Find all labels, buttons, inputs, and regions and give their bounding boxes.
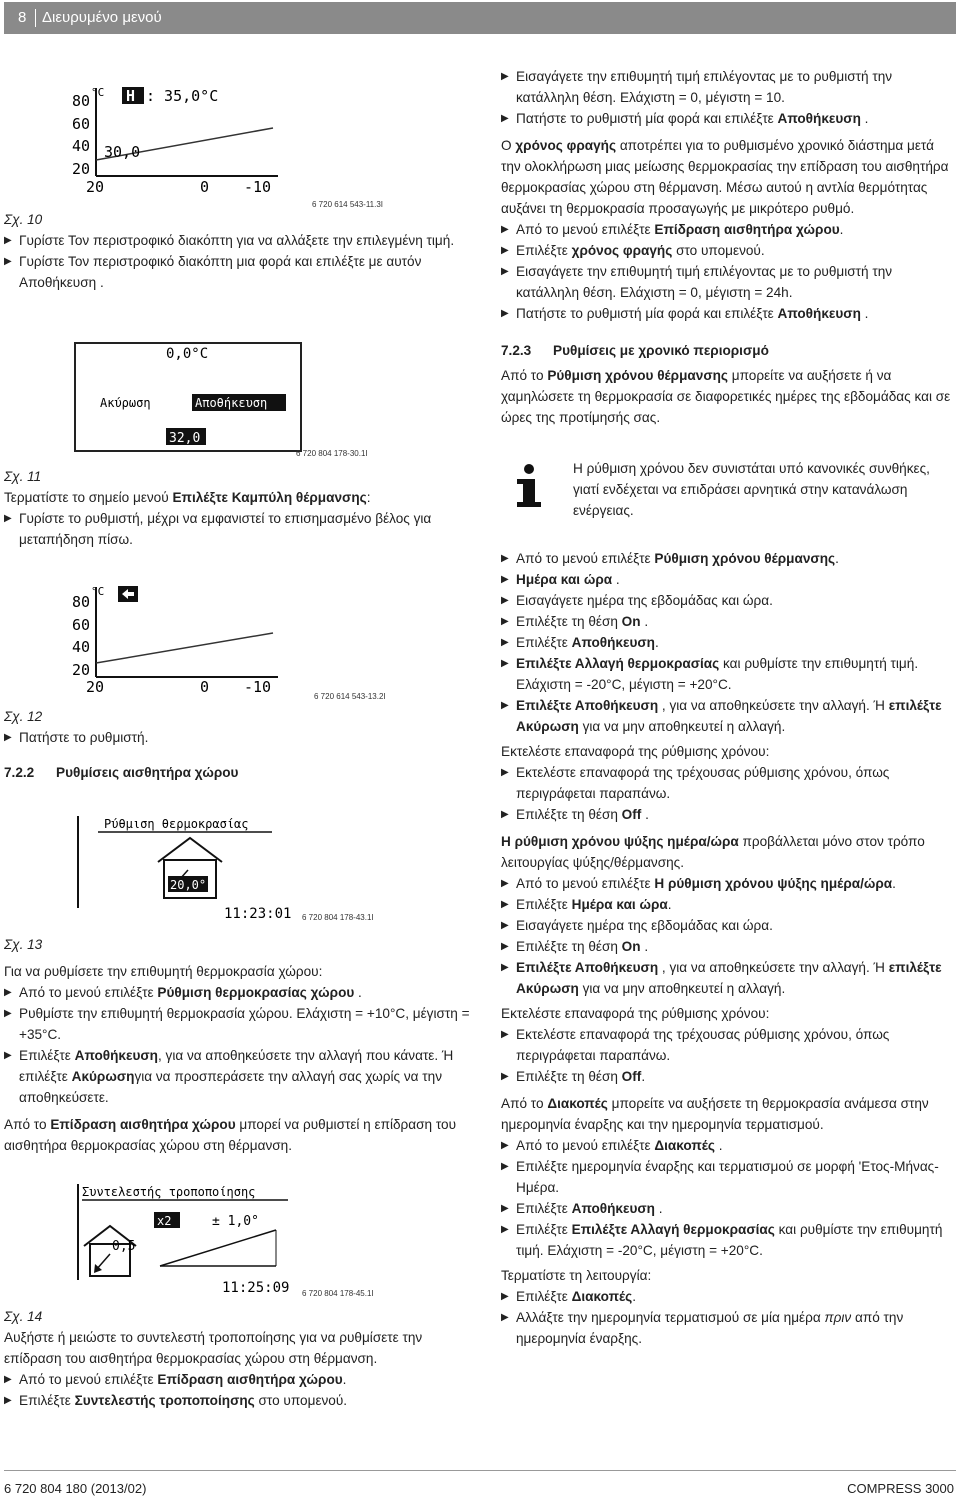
arrow-bullet-icon: ▶ [501, 266, 509, 277]
paragraph: Ο χρόνος φραγής αποτρέπει για το ρυθμισμένο χρονικό διάστημα μετά την ολοκλήρωση μιας μείωσης θερμοκρασίας την επίδραση του αισθητήρα θερμοκρασίας χώρου στη θέρμανση. Μέσω αυτού η αντλία θερμότητας αυξάνει τη θερμοκρασία προσαγωγής με μικρότερο ρυθμό. [501, 138, 949, 216]
fig10-curve-value: 30,0 [104, 143, 141, 161]
page-footer [0, 1470, 960, 1500]
fig12-ytick-20: 20 [72, 661, 91, 679]
fig12-xtick-0: 0 [200, 678, 210, 695]
list-item: ▶ Επιλέξτε Ημέρα και ώρα. [501, 894, 956, 915]
arrow-bullet-icon: ▶ [4, 987, 12, 998]
list-item: ▶ Επιλέξτε Αποθήκευση. [501, 632, 956, 653]
list-item: ▶ Γυρίστε το ρυθμιστή, μέχρι να εμφανιστεί το επισημασμένο βέλος για μεταπήδηση πίσω. [4, 508, 474, 550]
arrow-bullet-icon: ▶ [4, 235, 12, 246]
paragraph: Εκτελέστε επαναφορά της ρύθμισης χρόνου: [501, 744, 770, 759]
fig11-box-value: 32,0 [169, 431, 201, 446]
fig14-caption: Σχ. 14 [4, 1309, 43, 1324]
fig10-ytick-80: 80 [72, 92, 91, 110]
list-item: ▶ Γυρίστε Τον περιστροφικό διακόπτη μια φορά και επιλέξτε με αυτόν Αποθήκευση . [4, 251, 474, 293]
list-item: ▶ Επιλέξτε Αποθήκευση , για να αποθηκεύσετε την αλλαγή. Ή επιλέξτε Ακύρωση για να μην αποθηκευτεί η αλλαγή. [501, 695, 956, 737]
list-item: ▶ Επιλέξτε τη θέση Off. [501, 1066, 956, 1087]
fig14-base: 0,5 [112, 1239, 136, 1254]
list-item: ▶ Επιλέξτε Διακοπές. [501, 1286, 956, 1307]
paragraph: Αυξήστε ή μειώστε το συντελεστή τροποποίησης για να ρυθμίσετε την επίδραση του αισθητήρα θερμοκρασίας χώρου στη θέρμανση. [4, 1330, 423, 1366]
list-item: ▶ Πατήστε το ρυθμιστή μία φορά και επιλέξτε Αποθήκευση . [501, 108, 956, 129]
fig14-title: Συντελεστής τροποποίησης [82, 1185, 256, 1199]
fig11-value: 0,0°C [166, 346, 209, 362]
fig13-screen [76, 812, 298, 924]
paragraph: Τερματίστε τη λειτουργία: [501, 1268, 652, 1283]
fig12-unit: °C [91, 585, 105, 598]
fig12-ytick-40: 40 [72, 638, 91, 656]
arrow-bullet-icon: ▶ [4, 513, 12, 524]
arrow-bullet-icon: ▶ [501, 920, 509, 931]
fig10-ytick-20: 20 [72, 160, 91, 178]
arrow-bullet-icon: ▶ [4, 1050, 12, 1061]
list-item: ▶ Επιλέξτε ημερομηνία έναρξης και τερματισμού σε μορφή 'Ετος-Μήνας-Ημέρα. [501, 1156, 956, 1198]
list-item: ▶ Επιλέξτε χρόνος φραγής στο υπομενού. [501, 240, 956, 261]
fig10-code: 6 720 614 543-11.3I [312, 200, 384, 209]
arrow-bullet-icon: ▶ [501, 595, 509, 606]
arrow-bullet-icon: ▶ [4, 1395, 12, 1406]
fig14-time: 11:25:09 [222, 1280, 290, 1294]
page-header [4, 2, 956, 34]
fig13-code: 6 720 804 178-43.1I [302, 913, 374, 922]
arrow-bullet-icon: ▶ [4, 732, 12, 743]
list-item: ▶ Από το μενού επιλέξτε Ρύθμιση χρόνου θέρμανσης. [501, 548, 956, 569]
fig10-xtick-10: -10 [244, 178, 272, 196]
arrow-bullet-icon: ▶ [501, 574, 509, 585]
fig14-factor: x2 [157, 1214, 172, 1228]
fig11-screen [74, 342, 302, 452]
fig13-caption: Σχ. 13 [4, 937, 43, 952]
arrow-bullet-icon: ▶ [501, 941, 509, 952]
list-item: ▶ Από το μενού επιλέξτε Επίδραση αισθητήρα χώρου. [4, 1369, 474, 1390]
arrow-bullet-icon: ▶ [501, 637, 509, 648]
fig12-xtick-20: 20 [86, 678, 105, 695]
fig12-xtick-10: -10 [244, 678, 272, 695]
info-icon [509, 462, 549, 512]
arrow-bullet-icon: ▶ [501, 1029, 509, 1040]
arrow-bullet-icon: ▶ [501, 616, 509, 627]
arrow-bullet-icon: ▶ [501, 1161, 509, 1172]
footer-doc-code: 6 720 804 180 (2013/02) [4, 1481, 147, 1496]
fig11-code: 6 720 804 178-30.1I [296, 449, 368, 458]
fig10-xtick-20: 20 [86, 178, 105, 196]
fig10-xtick-0: 0 [200, 178, 210, 196]
arrow-bullet-icon: ▶ [501, 899, 509, 910]
arrow-bullet-icon: ▶ [501, 1291, 509, 1302]
fig12-caption: Σχ. 12 [4, 709, 43, 724]
list-item: ▶ Πατήστε το ρυθμιστή. [4, 727, 474, 748]
list-item: ▶ Από το μενού επιλέξτε Η ρύθμιση χρόνου ψύξης ημέρα/ώρα. [501, 873, 956, 894]
paragraph: Από το Επίδραση αισθητήρα χώρου μπορεί να ρυθμιστεί η επίδραση του αισθητήρα θερμοκρασίας χώρου στη θέρμανση. [4, 1117, 457, 1153]
arrow-bullet-icon: ▶ [501, 1203, 509, 1214]
fig14-delta: ± 1,0° [212, 1214, 259, 1229]
paragraph: Από το Διακοπές μπορείτε να αυξήσετε τη θερμοκρασία ανάμεσα στην ημερομηνία έναρξης και την ημερομηνία τερματισμού. [501, 1096, 929, 1132]
arrow-bullet-icon: ▶ [501, 71, 509, 82]
fig14-slope [160, 1230, 276, 1266]
arrow-bullet-icon: ▶ [501, 878, 509, 889]
arrow-bullet-icon: ▶ [4, 256, 12, 267]
arrow-bullet-icon: ▶ [501, 1071, 509, 1082]
arrow-bullet-icon: ▶ [4, 1374, 12, 1385]
footer-rule [4, 1470, 956, 1471]
list-item: ▶ Επιλέξτε Επιλέξτε Αλλαγή θερμοκρασίας και ρυθμίστε την επιθυμητή τιμή. Ελάχιστη = -20°C, μέγιστη = +20°C. [501, 1219, 956, 1261]
arrow-bullet-icon: ▶ [501, 700, 509, 711]
arrow-bullet-icon: ▶ [501, 1312, 509, 1323]
fig14-code: 6 720 804 178-45.1I [302, 1289, 374, 1298]
fig12-screen [68, 583, 296, 695]
fig10-unit: °C [91, 86, 105, 99]
fig12-curve [96, 633, 273, 663]
fig10-h-value: : 35,0°C [146, 87, 219, 105]
arrow-bullet-icon: ▶ [501, 962, 509, 973]
list-item: ▶ Από το μενού επιλέξτε Επίδραση αισθητήρα χώρου. [501, 219, 956, 240]
paragraph: Η ρύθμιση χρόνου ψύξης ημέρα/ώρα προβάλλεται μόνο στον τρόπο λειτουργίας ψύξης/θέρμανσης. [501, 834, 925, 870]
section-heading: 7.2.2 Ρυθμίσεις αισθητήρα χώρου [4, 765, 239, 780]
fig10-screen [68, 84, 296, 196]
arrow-bullet-icon: ▶ [501, 809, 509, 820]
list-item: ▶ Επιλέξτε Αποθήκευση . [501, 1198, 956, 1219]
arrow-bullet-icon: ▶ [4, 1008, 12, 1019]
list-item: ▶ Από το μενού επιλέξτε Διακοπές . [501, 1135, 956, 1156]
arrow-bullet-icon: ▶ [501, 553, 509, 564]
fig12-code: 6 720 614 543-13.2I [314, 692, 386, 701]
fig11-caption: Σχ. 11 [4, 469, 42, 484]
list-item: ▶ Επιλέξτε τη θέση On . [501, 611, 956, 632]
list-item: ▶ Ρυθμίστε την επιθυμητή θερμοκρασία χώρου. Ελάχιστη = +10°C, μέγιστη = +35°C. [4, 1003, 474, 1045]
fig10-ytick-60: 60 [72, 115, 91, 133]
fig13-temp: 20,0° [170, 878, 207, 892]
paragraph: Από το Ρύθμιση χρόνου θέρμανσης μπορείτε να αυξήσετε ή να χαμηλώσετε τη θερμοκρασία σε διαφορετικές ημέρες της εβδομάδας και σε ώρες της προτίμησής σας. [501, 368, 951, 425]
fig10-caption: Σχ. 10 [4, 212, 43, 227]
fig13-time: 11:23:01 [224, 906, 292, 922]
paragraph: Εκτελέστε επαναφορά της ρύθμισης χρόνου: [501, 1006, 770, 1021]
list-item: ▶ Εκτελέστε επαναφορά της τρέχουσας ρύθμισης χρόνου, όπως περιγράφεται παραπάνω. [501, 762, 956, 804]
section-heading: 7.2.3 Ρυθμίσεις με χρονικό περιορισμό [501, 343, 769, 358]
list-item: ▶ Επιλέξτε Αποθήκευση, για να αποθηκεύσετε την αλλαγή που κάνατε. Ή επιλέξτε Ακύρωσηγια να προσπεράσετε την αλλαγή σας χωρίς να την αποθηκεύσετε. [4, 1045, 474, 1108]
list-item: ▶ Εκτελέστε επαναφορά της τρέχουσας ρύθμισης χρόνου, όπως περιγράφεται παραπάνω. [501, 1024, 956, 1066]
fig14-screen [76, 1180, 298, 1294]
list-item: ▶ Επιλέξτε τη θέση Off . [501, 804, 956, 825]
page-number: 8 [18, 9, 27, 26]
paragraph: Τερματίστε το σημείο μενού Επιλέξτε Καμπύλη θέρμανσης: [4, 490, 371, 505]
list-item: ▶ Επιλέξτε Αποθήκευση , για να αποθηκεύσετε την αλλαγή. Ή επιλέξτε Ακύρωση για να μην αποθηκευτεί η αλλαγή. [501, 957, 956, 999]
fig10-h-label: H [126, 87, 136, 105]
fig11-save: Αποθήκευση [195, 396, 268, 410]
arrow-bullet-icon: ▶ [501, 308, 509, 319]
list-item: ▶ Εισαγάγετε την επιθυμητή τιμή επιλέγοντας με το ρυθμιστή την κατάλληλη θέση. Ελάχιστη = 0, μέγιστη = 10. [501, 66, 956, 108]
arrow-bullet-icon: ▶ [501, 245, 509, 256]
list-item: ▶ Γυρίστε Τον περιστροφικό διακόπτη για να αλλάξετε την επιλεγμένη τιμή. [4, 230, 474, 251]
fig12-ytick-80: 80 [72, 593, 91, 611]
arrow-bullet-icon: ▶ [501, 658, 509, 669]
list-item: ▶ Εισαγάγετε την επιθυμητή τιμή επιλέγοντας με το ρυθμιστή την κατάλληλη θέση. Ελάχιστη = 0, μέγιστη = 24h. [501, 261, 956, 303]
info-note [501, 458, 956, 528]
arrow-bullet-icon: ▶ [501, 767, 509, 778]
arrow-bullet-icon: ▶ [501, 224, 509, 235]
list-item: ▶ Πατήστε το ρυθμιστή μία φορά και επιλέξτε Αποθήκευση . [501, 303, 956, 324]
footer-product: COMPRESS 3000 [847, 1481, 954, 1496]
fig13-title: Ρύθμιση θερμοκρασίας [104, 817, 249, 831]
arrow-bullet-icon: ▶ [501, 113, 509, 124]
header-divider [35, 9, 36, 27]
fig10-ytick-40: 40 [72, 137, 91, 155]
list-item: ▶ Αλλάξτε την ημερομηνία τερματισμού σε μία ημέρα πριν από την ημερομηνία έναρξης. [501, 1307, 956, 1349]
paragraph: Για να ρυθμίσετε την επιθυμητή θερμοκρασία χώρου: [4, 964, 323, 979]
list-item: ▶ Επιλέξτε τη θέση On . [501, 936, 956, 957]
fig11-cancel: Ακύρωση [100, 396, 151, 410]
list-item: ▶ Από το μενού επιλέξτε Ρύθμιση θερμοκρασίας χώρου . [4, 982, 474, 1003]
list-item: ▶ Εισαγάγετε ημέρα της εβδομάδας και ώρα. [501, 915, 956, 936]
list-item: ▶ Ημέρα και ώρα . [501, 569, 956, 590]
list-item: ▶ Επιλέξτε Συντελεστής τροποποίησης στο υπομενού. [4, 1390, 474, 1411]
note-text: Η ρύθμιση χρόνου δεν συνιστάται υπό κανονικές συνθήκες, γιατί ενδέχεται να επιδράσει αρνητικά στην κατανάλωση ενέργειας. [573, 461, 930, 518]
header-title: Διευρυμένο μενού [42, 9, 162, 26]
list-item: ▶ Επιλέξτε Αλλαγή θερμοκρασίας και ρυθμίστε την επιθυμητή τιμή. Ελάχιστη = -20°C, μέγιστη = +20°C. [501, 653, 956, 695]
arrow-bullet-icon: ▶ [501, 1140, 509, 1151]
arrow-bullet-icon: ▶ [501, 1224, 509, 1235]
list-item: ▶ Εισαγάγετε ημέρα της εβδομάδας και ώρα. [501, 590, 956, 611]
fig12-ytick-60: 60 [72, 616, 91, 634]
